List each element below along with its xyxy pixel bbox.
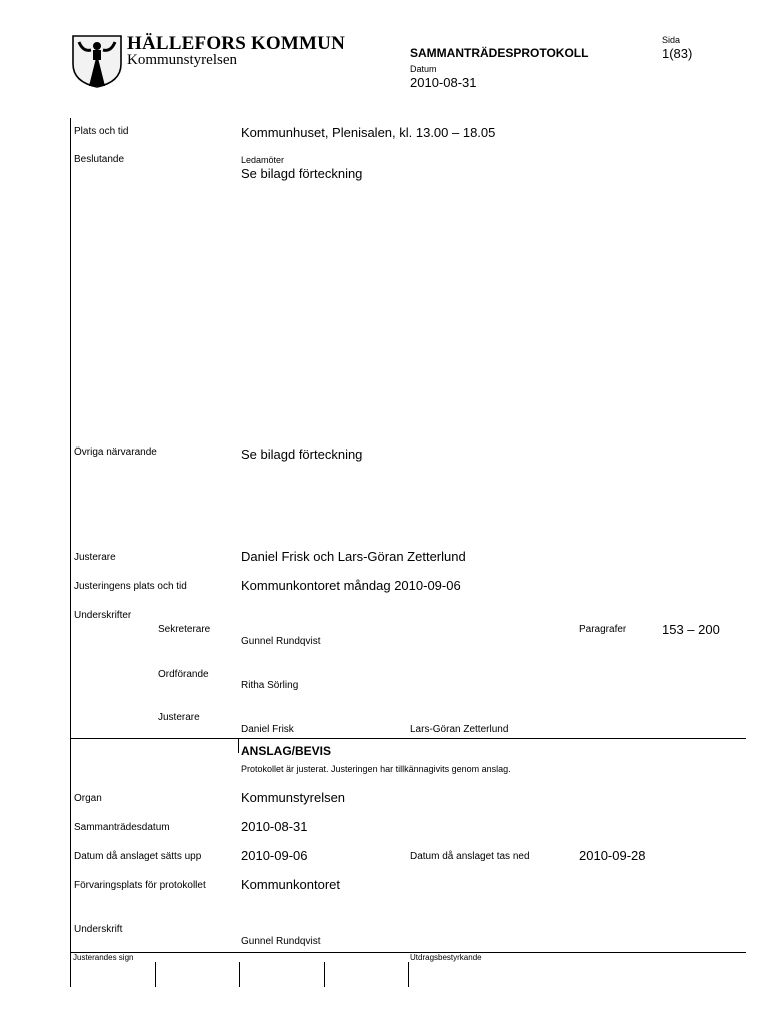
board-name: Kommunstyrelsen bbox=[127, 52, 237, 68]
sign-box-divider-2 bbox=[239, 962, 240, 987]
footer-rule bbox=[70, 952, 746, 953]
divider-tick bbox=[238, 739, 239, 753]
chair-name: Ritha Sörling bbox=[241, 680, 299, 691]
adjusters-sign-label: Justerandes sign bbox=[73, 953, 134, 962]
removed-date-label: Datum då anslaget tas ned bbox=[410, 851, 530, 862]
meeting-date-value: 2010-08-31 bbox=[241, 819, 308, 834]
paragraphs-value: 153 – 200 bbox=[662, 622, 720, 637]
page-label: Sida bbox=[662, 35, 681, 45]
secretary-name: Gunnel Rundqvist bbox=[241, 636, 321, 647]
adjusters-value: Daniel Frisk och Lars-Göran Zetterlund bbox=[241, 549, 466, 564]
date-label: Datum bbox=[410, 64, 437, 74]
removed-date-value: 2010-09-28 bbox=[579, 848, 646, 863]
posted-date-value: 2010-09-06 bbox=[241, 848, 308, 863]
extract-label: Utdragsbestyrkande bbox=[410, 953, 482, 962]
adjustment-place-value: Kommunkontoret måndag 2010-09-06 bbox=[241, 578, 461, 593]
page-number: 1(83) bbox=[662, 46, 693, 61]
adjuster-signature-label: Justerare bbox=[158, 712, 200, 723]
paragraphs-label: Paragrafer bbox=[579, 624, 627, 635]
adjustment-place-label: Justeringens plats och tid bbox=[74, 581, 187, 592]
others-present-value: Se bilagd förteckning bbox=[241, 447, 363, 462]
coat-of-arms-icon bbox=[71, 34, 123, 88]
sign-box-divider-4 bbox=[408, 962, 409, 987]
notice-subtitle: Protokollet är justerat. Justeringen har tillkännagivits genom anslag. bbox=[241, 764, 511, 774]
secretary-label: Sekreterare bbox=[158, 624, 211, 635]
municipality-name: HÄLLEFORS KOMMUN bbox=[127, 33, 346, 54]
members-value: Se bilagd förteckning bbox=[241, 166, 363, 181]
sign-box-divider-3 bbox=[324, 962, 325, 987]
sign-box-divider-1 bbox=[155, 962, 156, 987]
decision-makers-label: Beslutande bbox=[74, 154, 125, 165]
adjuster-name-1: Daniel Frisk bbox=[241, 724, 294, 735]
left-margin-rule bbox=[70, 118, 71, 987]
notice-title: ANSLAG/BEVIS bbox=[241, 744, 332, 758]
notice-signature-label: Underskrift bbox=[74, 924, 123, 935]
storage-label: Förvaringsplats för protokollet bbox=[74, 880, 206, 891]
meeting-date-label: Sammanträdesdatum bbox=[74, 822, 170, 833]
notice-signature-name: Gunnel Rundqvist bbox=[241, 936, 321, 947]
place-value: Kommunhuset, Plenisalen, kl. 13.00 – 18.05 bbox=[241, 125, 496, 140]
section-divider bbox=[70, 738, 746, 739]
place-label: Plats och tid bbox=[74, 126, 129, 137]
municipality-coat-of-arms bbox=[71, 34, 123, 88]
storage-value: Kommunkontoret bbox=[241, 877, 340, 892]
adjuster-name-2: Lars-Göran Zetterlund bbox=[410, 724, 509, 735]
adjusters-label: Justerare bbox=[74, 552, 116, 563]
members-label: Ledamöter bbox=[241, 155, 285, 165]
chair-label: Ordförande bbox=[158, 669, 209, 680]
organ-value: Kommunstyrelsen bbox=[241, 790, 346, 805]
document-date: 2010-08-31 bbox=[410, 75, 477, 90]
posted-date-label: Datum då anslaget sätts upp bbox=[74, 851, 202, 862]
organ-label: Organ bbox=[74, 793, 102, 804]
document-type: SAMMANTRÄDESPROTOKOLL bbox=[410, 46, 589, 60]
others-present-label: Övriga närvarande bbox=[74, 447, 157, 458]
signatures-label: Underskrifter bbox=[74, 610, 132, 621]
